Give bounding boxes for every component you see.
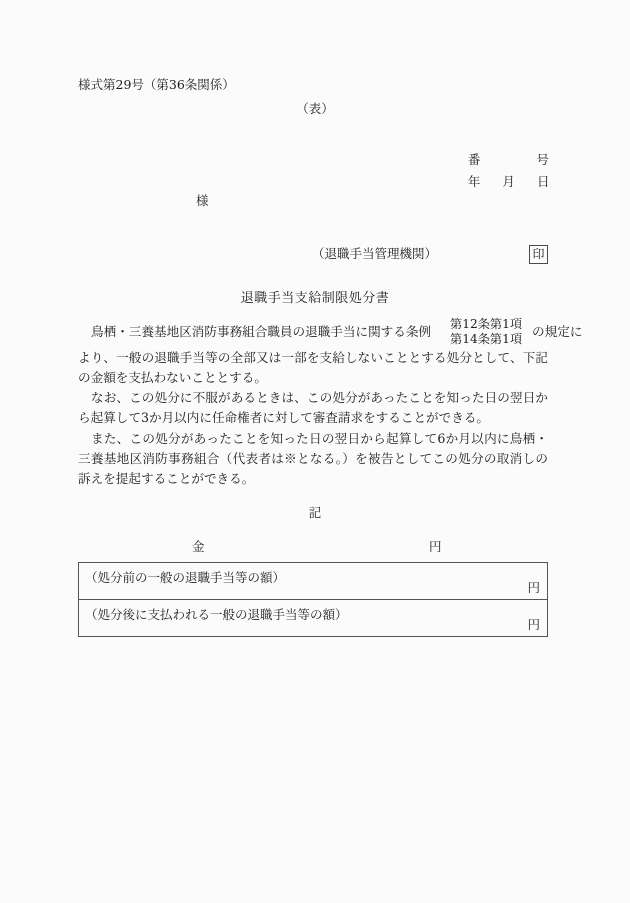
amount-cell-inner [79,600,547,636]
clause-tail: の規定に [532,324,583,339]
amount-cell-after[interactable] [79,600,548,637]
amount-cell-label: （処分後に支払われる一般の退職手当等の額） [85,607,348,622]
amount-table [78,562,548,637]
paragraph-1-remainder: より、一般の退職手当等の全部又は一部を支給しないこととする処分として、下記の金額を支払わないこととする。 [78,350,548,386]
date-month-label: 月 [502,174,515,189]
body-paragraph-3: また、この処分があったことを知った日の翌日から起算して6か月以内に鳥栖・三養基地区消防事務組合（代表者は※となる。）を被告としてこの処分の取消しの訴えを提起することができる。 [78,431,548,487]
issuer-label: （退職手当管理機関） [312,246,438,261]
amount-table-body [79,563,548,637]
table-row [79,600,548,637]
clause-reference-1: 第12条第1項 [450,316,523,331]
table-row [79,563,548,600]
record-mark-label: 記 [308,505,322,520]
clause-reference-2: 第14条第1項 [450,332,523,346]
amount-unit-label: 円 [429,539,442,554]
amount-label: 金 [192,539,205,554]
ordinance-name: 鳥栖・三養基地区消防事務組合職員の退職手当に関する条例 [91,324,432,339]
document-number-label: 番 [467,152,481,167]
amount-cell-before[interactable] [79,563,548,600]
date-year-label: 年 [467,174,481,189]
sheet-side-label: （表） [296,101,334,116]
amount-cell-label: （処分前の一般の退職手当等の額） [85,570,286,585]
document-date-field [452,157,549,205]
date-day-label: 日 [536,174,550,189]
page-title: 退職手当支給制限処分書 [240,291,390,306]
paragraph-1-first-line [78,316,583,348]
document-number-suffix: 号 [536,152,549,167]
form-number-label: 様式第29号（第36条関係） [78,77,235,92]
addressee-honorific: 様 [196,193,209,208]
amount-cell-unit: 円 [527,580,540,595]
seal-stamp-box: 印 [529,245,548,264]
body-paragraph-1 [78,316,583,388]
amount-cell-inner [79,563,547,599]
clause-reference-stack [437,317,522,348]
body-paragraph-2: なお、この処分に不服があるときは、この処分があったことを知った日の翌日から起算して3か月以内に任命権者に対して審査請求をすることができる。 [78,390,548,426]
amount-cell-unit: 円 [527,617,540,632]
